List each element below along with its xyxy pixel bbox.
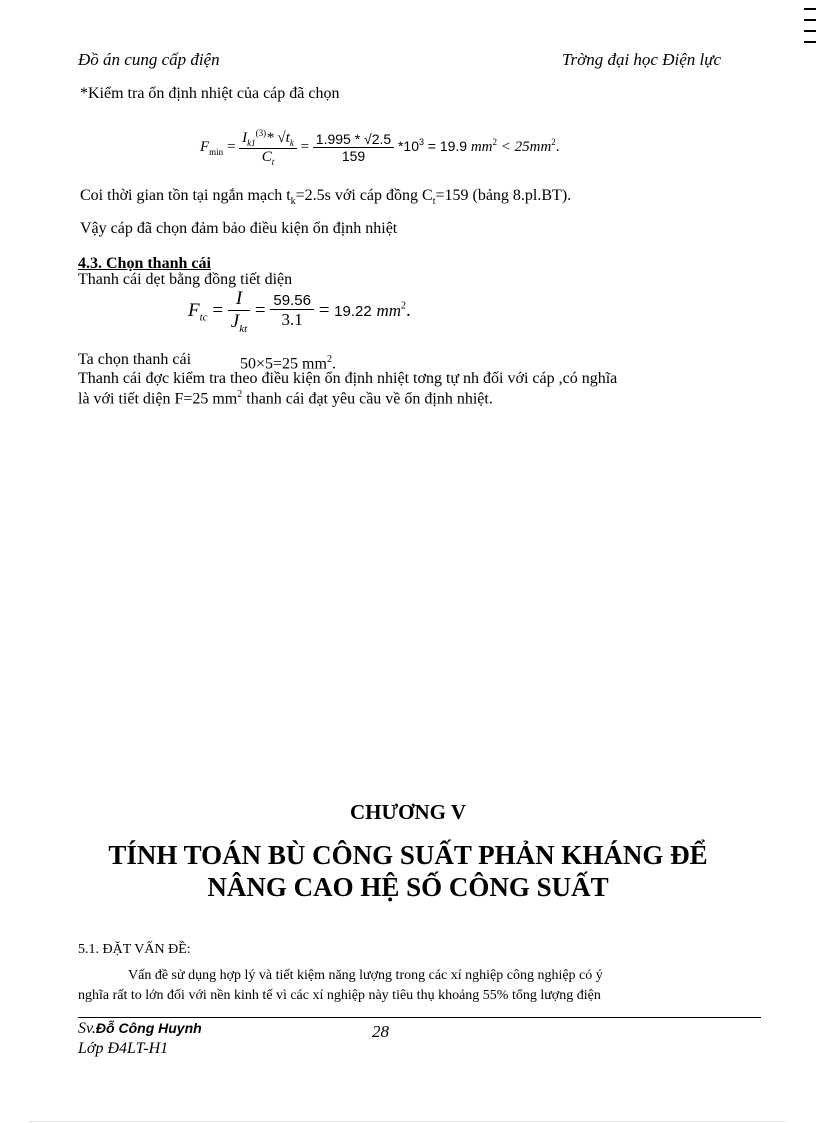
chapter-title-line1: TÍNH TOÁN BÙ CÔNG SUẤT PHẢN KHÁNG ĐỂ [108, 840, 708, 870]
formula-busbar-frac1: $\frac{I}{J_{kt}}$ [228, 288, 250, 335]
edge-mark [804, 19, 816, 21]
formula-lhs: F [200, 138, 210, 155]
header-right: Trờng đại học Điện lực [562, 50, 722, 69]
formula-frac2: $\frac{1.995 * √2.5}{159}$ [313, 131, 394, 164]
chapter-number: CHƯƠNG V [349, 800, 467, 824]
edge-mark [804, 41, 816, 43]
formula-ftc: $F_{tc}$ = $\frac{I}{J_{kt}}$ = $\frac{59.56}{3.1}$ = 19.22 $mm^2$. [188, 288, 411, 335]
busbar-para-line2: là với tiết diện F=25 $mm^2$ thanh cái đạt yêu cầu về ổn định nhiệt. [78, 389, 493, 408]
section-51-para-line1: Vấn đề sử dụng hợp lý và tiết kiệm năng lượng trong các xí nghiệp công nghiệp có ý [128, 968, 603, 983]
section-51-heading: 5.1. ĐẶT VẤN ĐỀ: [78, 942, 191, 957]
busbar-heading: 4.3. Chọn thanh cái [78, 255, 211, 272]
check-line2: Vậy cáp đã chọn đảm bảo điều kiện ổn định nhiệt [80, 220, 398, 237]
check-title: *Kiểm tra ổn định nhiệt của cáp đã chọn [80, 85, 340, 102]
edge-mark [804, 30, 816, 32]
bottom-dotted-border [30, 1121, 786, 1122]
header-left: Đồ án cung cấp điện [78, 50, 220, 69]
chapter-title-line2: NÂNG CAO HỆ SỐ CÔNG SUẤT [207, 872, 609, 902]
formula-fmin: $F_{min}$ = $\frac{I_{k1}^{(3)}* √t_k}{C_t}$ = $\frac{1.995 * √2.5}{159}$ $*10^3 = 19.9$ $mm^2 < 25mm^2$. [200, 128, 560, 167]
edge-mark [804, 8, 816, 10]
section-51-para-line2: nghĩa rất to lớn đối với nền kinh tế vì các xí nghiệp này tiêu thụ khoảng 55% tổng lượng điện [78, 988, 601, 1003]
formula-frac1: $\frac{I_{k1}^{(3)}* √t_k}{C_t}$ [239, 128, 297, 167]
busbar-choose: Ta chọn thanh cái [78, 351, 192, 368]
busbar-intro: Thanh cái dẹt bằng đồng tiết diện [78, 271, 293, 288]
busbar-choose-value: 50×5=25 $mm^2$. [240, 354, 336, 373]
footer-rule [78, 1017, 761, 1018]
footer-student: Sv.Đỗ Công Huynh [78, 1020, 202, 1037]
formula-busbar-frac2: $\frac{59.56}{3.1}$ [270, 292, 314, 330]
busbar-para-line1: Thanh cái đợc kiểm tra theo điều kiện ổn định nhiệt tơng tự nh đối với cáp ,có nghĩa [78, 370, 618, 387]
check-line1: Coi thời gian tồn tại ngắn mạch $t_k=2.5s$ với cáp đồng $C_t=159$ (bảng 8.pl.BT). [80, 187, 572, 208]
page-number: 28 [372, 1022, 389, 1041]
footer-class: Lớp Đ4LT-H1 [78, 1040, 169, 1057]
